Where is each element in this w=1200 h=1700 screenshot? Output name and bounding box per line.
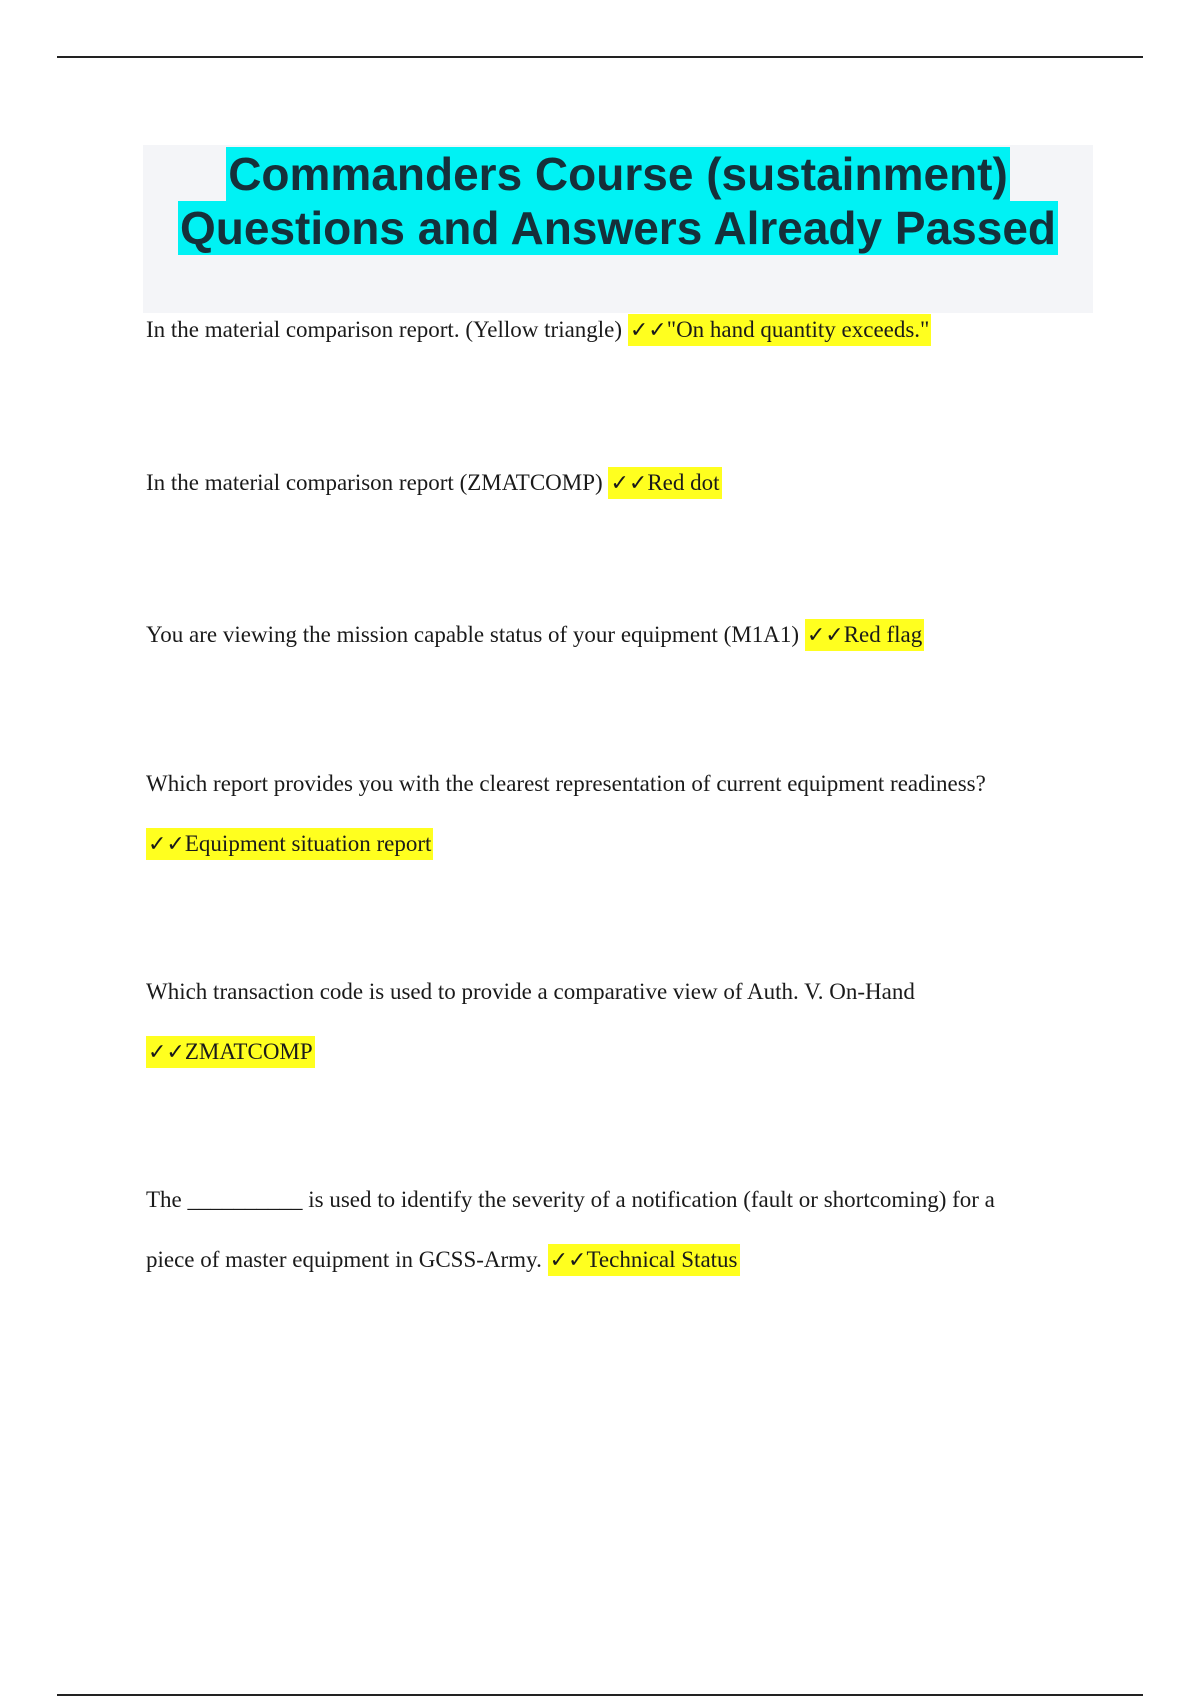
answer-highlight xyxy=(548,1244,740,1276)
bottom-rule xyxy=(57,1694,1143,1696)
qa-item-5 xyxy=(146,962,1106,1083)
answer-highlight xyxy=(146,1036,315,1068)
answer-text: Technical Status xyxy=(586,1247,738,1272)
question-text: In the material comparison report. (Yellow triangle) xyxy=(146,317,628,342)
title-line-1: Commanders Course (sustainment) xyxy=(228,148,1008,200)
answer-text: Red dot xyxy=(647,470,720,495)
question-text: The __________ is used to identify the severity of a notification (fault or shortcoming) for a xyxy=(146,1187,995,1212)
question-text: Which transaction code is used to provide a comparative view of Auth. V. On-Hand xyxy=(146,979,915,1004)
qa-item-1 xyxy=(146,300,1106,361)
check-mark-icon: ✓✓ xyxy=(610,471,648,496)
answer-highlight xyxy=(628,314,932,346)
answer-text: ZMATCOMP xyxy=(184,1039,313,1064)
title-line-2: Questions and Answers Already Passed xyxy=(179,202,1057,254)
top-rule xyxy=(57,56,1143,58)
question-text: Which report provides you with the clearest representation of current equipment readiness? xyxy=(146,771,986,796)
answer-text: "On hand quantity exceeds." xyxy=(666,317,930,342)
check-mark-icon: ✓✓ xyxy=(549,1248,587,1273)
answer-highlight xyxy=(805,619,924,651)
answer-text: Red flag xyxy=(843,622,923,647)
question-text: You are viewing the mission capable status of your equipment (M1A1) xyxy=(146,622,805,647)
check-mark-icon: ✓✓ xyxy=(148,1040,185,1065)
question-text: In the material comparison report (ZMATCOMP) xyxy=(146,470,609,495)
question-text-continued: piece of master equipment in GCSS-Army. xyxy=(146,1247,548,1272)
check-mark-icon: ✓✓ xyxy=(629,318,667,343)
document-title xyxy=(143,145,1093,313)
check-mark-icon: ✓✓ xyxy=(148,832,185,857)
check-mark-icon: ✓✓ xyxy=(806,623,844,648)
qa-item-4 xyxy=(146,754,1106,875)
qa-item-6 xyxy=(146,1170,1106,1291)
qa-item-2 xyxy=(146,453,1106,514)
answer-highlight xyxy=(608,467,721,499)
answer-highlight xyxy=(146,828,433,860)
qa-item-3 xyxy=(146,605,1106,666)
answer-text: Equipment situation report xyxy=(184,831,432,856)
